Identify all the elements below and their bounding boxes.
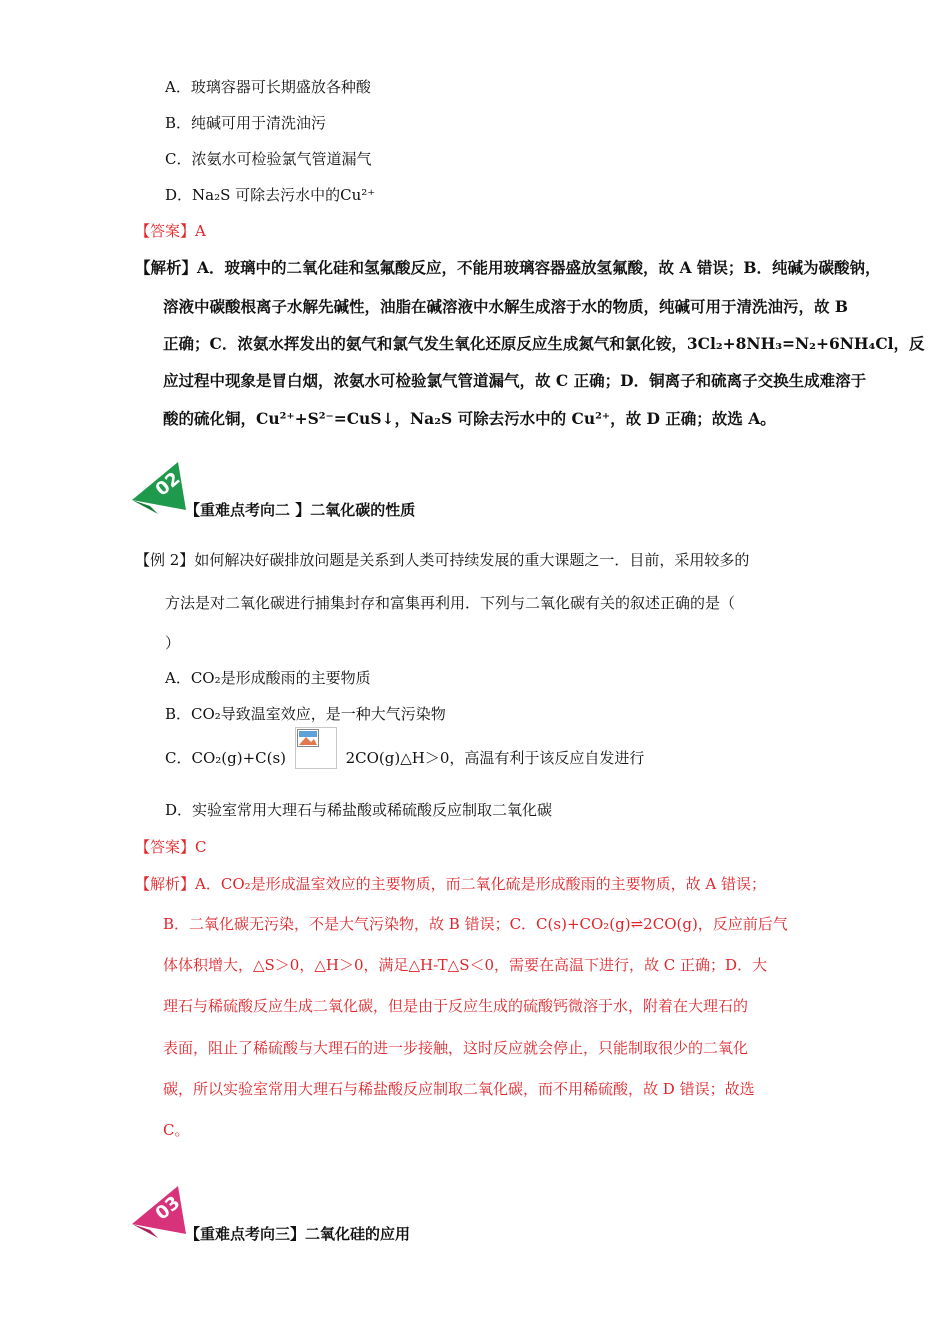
q1-option-d: D．Na₂S 可除去污水中的Cu²⁺ — [165, 186, 376, 204]
q2-analysis-line-4: 理石与稀硫酸反应生成二氧化碳，但是由于反应生成的硫酸钙微溶于水，附着在大理石的 — [163, 997, 749, 1015]
answer-value: A — [195, 222, 206, 240]
q1-option-c: C．浓氨水可检验氯气管道漏气 — [165, 150, 372, 168]
section-2-title: 【重难点考向二 】二氧化碳的性质 — [185, 501, 416, 519]
analysis-tag: 【解析】 — [135, 258, 198, 277]
q2-option-c — [165, 748, 644, 769]
option-c-suffix: 2CO(g)△H＞0，高温有利于该反应自发进行 — [345, 749, 645, 767]
q2-analysis-line-5: 表面，阻止了稀硫酸与大理石的进一步接触，这时反应就会停止，只能制取很少的二氧化 — [163, 1039, 749, 1057]
analysis-tag: 【解析】 — [135, 875, 196, 893]
section-2-badge-number: 02 — [151, 468, 185, 501]
q2-answer — [135, 837, 207, 857]
analysis-text: A．玻璃中的二氧化硅和氢氟酸反应，不能用玻璃容器盛放氢氟酸，故 A 错误；B．纯碱为碳酸钠， — [197, 258, 881, 277]
section-3-badge-icon — [128, 1186, 190, 1238]
section-2-badge-icon — [128, 462, 190, 514]
q1-analysis-line-2: 溶液中碳酸根离子水解先碱性，油脂在碱溶液中水解生成溶于水的物质，纯碱可用于清洗油污，故 B — [163, 297, 849, 316]
q1-analysis-line-1 — [135, 258, 880, 278]
q2-analysis-line-7: C。 — [163, 1121, 190, 1139]
q2-stem-line-2: 方法是对二氧化碳进行捕集封存和富集再利用．下列与二氧化碳有关的叙述正确的是（ — [165, 594, 736, 612]
q2-analysis-line-3: 体体积增大，△S＞0，△H＞0，满足△H-T△S＜0，需要在高温下进行，故 C 正确；D．大 — [163, 956, 768, 974]
q2-option-d: D．实验室常用大理石与稀盐酸或稀硫酸反应制取二氧化碳 — [165, 801, 553, 819]
broken-image-icon — [297, 729, 319, 747]
answer-tag: 【答案】 — [135, 838, 196, 856]
q2-stem-line-1 — [135, 550, 749, 570]
option-c-prefix: C．CO₂(g)+C(s) — [165, 749, 287, 767]
q2-analysis-line-1 — [135, 874, 766, 894]
q1-option-a: A．玻璃容器可长期盛放各种酸 — [165, 78, 371, 96]
q2-analysis-line-2: B．二氧化碳无污染，不是大气污染物，故 B 错误；C．C(s)+CO₂(g)⇌2CO(g)，反应前后气 — [163, 915, 788, 933]
analysis-text: A．CO₂是形成温室效应的主要物质，而二氧化硫是形成酸雨的主要物质，故 A 错误； — [195, 875, 767, 893]
answer-tag: 【答案】 — [135, 222, 196, 240]
q1-answer — [135, 221, 206, 241]
q1-option-b: B．纯碱可用于清洗油污 — [165, 114, 327, 132]
q2-option-a: A．CO₂是形成酸雨的主要物质 — [165, 669, 371, 687]
q1-analysis-line-3: 正确；C．浓氨水挥发出的氨气和氯气发生氧化还原反应生成氮气和氯化铵，3Cl₂+8NH₃=N₂+6NH₄Cl，反 — [163, 334, 925, 353]
reaction-arrow-image-placeholder — [295, 727, 337, 769]
section-3-badge-number: 03 — [151, 1192, 185, 1225]
q1-analysis-line-5: 酸的硫化铜，Cu²⁺+S²⁻=CuS↓，Na₂S 可除去污水中的 Cu²⁺，故 D 正确；故选 A。 — [163, 409, 776, 428]
section-3-title: 【重难点考向三】二氧化硅的应用 — [185, 1225, 411, 1243]
q2-option-b: B．CO₂导致温室效应，是一种大气污染物 — [165, 705, 446, 723]
q2-stem-line-3: ） — [165, 634, 181, 652]
q1-analysis-line-4: 应过程中现象是冒白烟，浓氨水可检验氯气管道漏气，故 C 正确；D．铜离子和硫离子交换生成难溶于 — [163, 371, 867, 390]
stem-text: 如何解决好碳排放问题是关系到人类可持续发展的重大课题之一．目前，采用较多的 — [194, 551, 750, 569]
answer-value: C — [195, 838, 207, 856]
example-tag: 【例 2】 — [135, 551, 195, 569]
q2-analysis-line-6: 碳，所以实验室常用大理石与稀盐酸反应制取二氧化碳，而不用稀硫酸，故 D 错误；故选 — [163, 1080, 755, 1098]
